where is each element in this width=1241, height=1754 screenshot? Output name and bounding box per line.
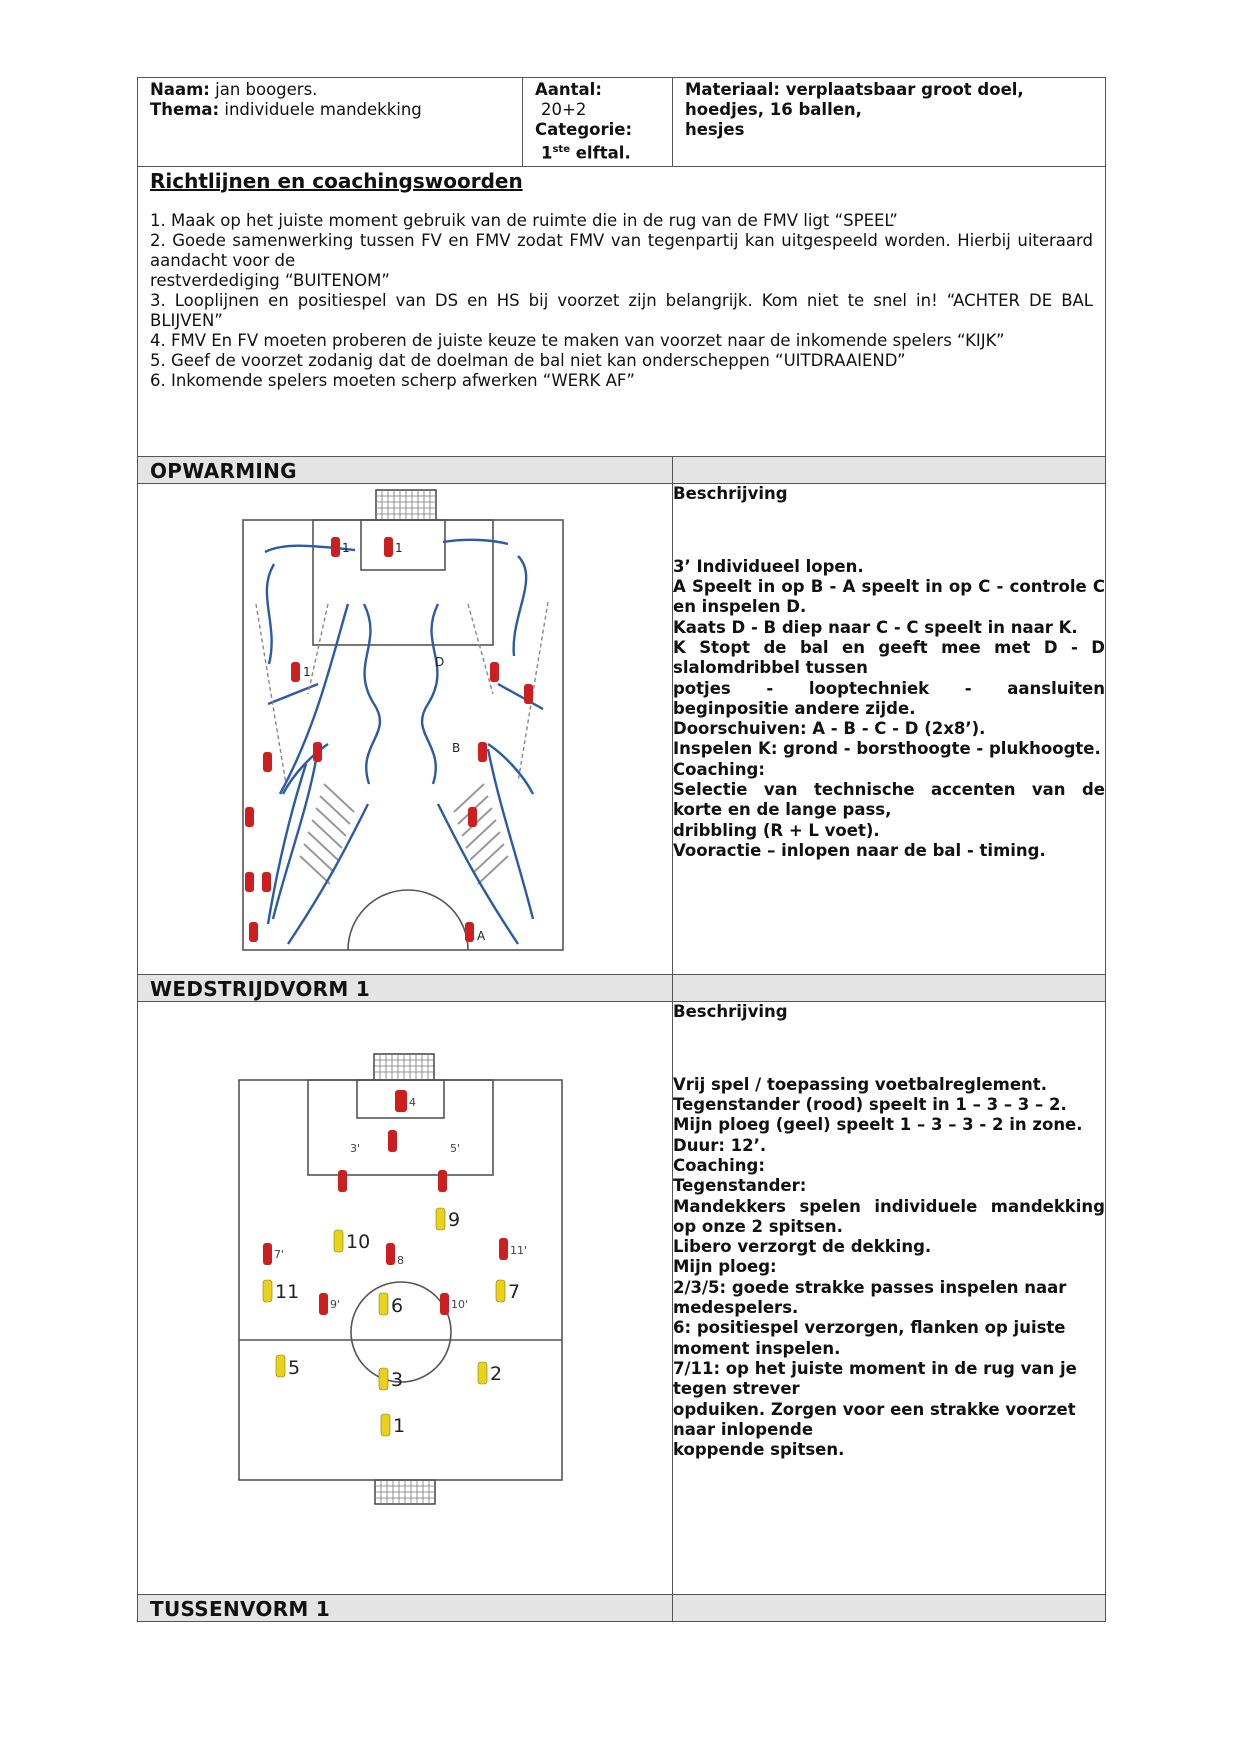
desc-line: 6: positiespel verzorgen, flanken op juiste moment inspelen. (673, 1318, 1066, 1358)
naam-label: Naam: (150, 80, 210, 99)
player-yellow (334, 1230, 343, 1252)
player-red (440, 1293, 449, 1315)
categorie-sup: ste (552, 144, 570, 155)
player-yellow (436, 1208, 445, 1230)
aantal-label: Aantal: (535, 80, 602, 99)
player-red (263, 1243, 272, 1265)
player-red (313, 742, 322, 762)
section-opwarming-label: OPWARMING (150, 458, 297, 483)
player-yellow (381, 1414, 390, 1436)
desc-line: koppende spitsen. (673, 1440, 845, 1460)
diagram-label: D (435, 654, 445, 669)
player-yellow (496, 1280, 505, 1302)
desc-line: potjes - looptechniek - aansluiten beginpositie andere zijde. (673, 678, 1105, 718)
training-sheet (137, 77, 1105, 1622)
player-label: 7' (274, 1247, 285, 1261)
desc-line: dribbling (R + L voet). (673, 820, 880, 840)
diagram-label: 1 (303, 664, 311, 679)
desc-line: A Speelt in op B - A speelt in op C - controle C en inspelen D. (673, 577, 1105, 617)
section-opwarming (138, 456, 673, 483)
player-red (499, 1238, 508, 1260)
materiaal-cell (673, 78, 1106, 167)
player-label: 11' (510, 1243, 528, 1257)
player-label: 11 (275, 1280, 300, 1303)
desc-line: Tegenstander (rood) speelt in 1 – 3 – 3 – 2. (673, 1095, 1067, 1115)
opwarming-description (673, 483, 1106, 974)
desc-line: Vooractie – inlopen naar de bal - timing. (673, 840, 1046, 860)
materiaal-line-1: Materiaal: verplaatsbaar groot doel, (685, 80, 1024, 99)
categorie-num: 1 (541, 143, 553, 163)
player-label: 7 (508, 1280, 521, 1303)
red-players (245, 537, 533, 942)
wedstrijd-desc-heading: Beschrijving (673, 1001, 788, 1021)
section-tussenvorm-label: TUSSENVORM 1 (150, 1596, 331, 1621)
player-yellow (379, 1293, 388, 1315)
player-red (331, 537, 340, 557)
guideline-item: 3. Looplijnen en positiespel van DS en HS bij voorzet zijn belangrijk. Kom niet te snel in! “ACHTER DE BAL BLIJVEN” (150, 290, 1093, 330)
player-yellow (379, 1368, 388, 1390)
desc-line: Inspelen K: grond - borsthoogte - plukhoogte. (673, 739, 1101, 759)
name-theme-cell (138, 78, 523, 167)
player-label: 6 (391, 1294, 404, 1317)
materiaal-line-2: hoedjes, 16 ballen, (685, 100, 862, 119)
desc-line: Tegenstander: (673, 1176, 807, 1196)
section-tussenvorm (138, 1594, 673, 1621)
desc-line: Selectie van technische accenten van de korte en de lange pass, (673, 780, 1105, 820)
yellow-players (263, 1208, 505, 1436)
section-tussenvorm-blank (673, 1594, 1106, 1621)
training-table (137, 77, 1106, 1622)
thema-value: individuele mandekking (219, 100, 422, 119)
player-red (384, 537, 393, 557)
desc-line: Kaats D - B diep naar C - C speelt in naar K. (673, 617, 1078, 637)
player-red (319, 1293, 328, 1315)
player-label: 1 (393, 1414, 406, 1437)
player-red (386, 1243, 395, 1265)
player-label: 8 (397, 1253, 404, 1267)
player-label: 2 (490, 1362, 503, 1385)
naam-value: jan boogers. (209, 80, 318, 99)
wedstrijd-description (673, 1001, 1106, 1594)
diagram-label: B (452, 740, 461, 755)
section-opwarming-blank (673, 456, 1106, 483)
player-yellow (276, 1355, 285, 1377)
player-red (490, 662, 499, 682)
guidelines-list (138, 193, 1105, 391)
guidelines-title: Richtlijnen en coachingswoorden (150, 168, 523, 193)
categorie-value: elftal. (570, 143, 631, 163)
player-red (245, 872, 254, 892)
player-label: 10' (451, 1297, 469, 1311)
yellow-labels (275, 1209, 520, 1437)
player-red (438, 1170, 447, 1192)
materiaal-line-3: hesjes (685, 120, 745, 139)
player-red (478, 742, 487, 762)
pass-lines (265, 539, 543, 943)
diagram-label: A (477, 928, 486, 943)
player-label: 9' (330, 1297, 341, 1311)
guideline-item: restverdediging “BUITENOM” (150, 270, 390, 290)
red-labels (274, 1096, 527, 1311)
player-label: 5' (450, 1141, 461, 1155)
goal-net-top (374, 1054, 434, 1080)
desc-line: opduiken. Zorgen voor een strakke voorzet naar inlopende (673, 1399, 1076, 1439)
diagram-label: 1 (395, 540, 403, 555)
player-yellow (263, 1280, 272, 1302)
desc-line: Mijn ploeg (geel) speelt 1 – 3 – 3 - 2 in zone. (673, 1115, 1083, 1135)
desc-line: Coaching: (673, 1155, 765, 1175)
player-red (245, 807, 254, 827)
guidelines-cell (138, 166, 1106, 456)
player-label: 9 (448, 1208, 461, 1231)
guideline-item: 5. Geef de voorzet zodanig dat de doelman de bal niet kan onderscheppen “UITDRAAIEND” (150, 350, 906, 370)
desc-line: 2/3/5: goede strakke passes inspelen naar medespelers. (673, 1277, 1067, 1318)
wedstrijd-diagram-cell (138, 1001, 673, 1594)
goal-net (376, 490, 436, 520)
player-red (388, 1130, 397, 1152)
opwarming-desc-heading: Beschrijving (673, 483, 788, 503)
opwarming-diagram (138, 484, 673, 970)
opwarming-diagram-cell (138, 483, 673, 974)
player-red (249, 922, 258, 942)
player-red (262, 872, 271, 892)
section-wedstrijdvorm-label: WEDSTRIJDVORM 1 (150, 976, 371, 1001)
diagram-labels (303, 541, 486, 943)
guideline-item: 6. Inkomende spelers moeten scherp afwerken “WERK AF” (150, 370, 635, 390)
aantal-cell (523, 78, 673, 167)
player-red (291, 662, 300, 682)
hatched-zones (300, 784, 508, 884)
player-label: 4 (409, 1095, 416, 1109)
player-red (395, 1090, 407, 1112)
desc-line: Mijn ploeg: (673, 1257, 777, 1277)
player-yellow (478, 1362, 487, 1384)
desc-line: Coaching: (673, 759, 765, 779)
guideline-item: 2. Goede samenwerking tussen FV en FMV zodat FMV van tegenpartij kan uitgespeeld worden. Hierbij uiteraard aandacht voor de (150, 230, 1093, 270)
desc-line: Mandekkers spelen individuele mandekking op onze 2 spitsen. (673, 1196, 1105, 1236)
desc-line: Libero verzorgt de dekking. (673, 1237, 932, 1257)
player-label: 10 (346, 1230, 371, 1253)
desc-line: K Stopt de bal en geeft mee met D - D slalomdribbel tussen (673, 637, 1105, 678)
player-red (263, 752, 272, 772)
desc-line: 7/11: op het juiste moment in de rug van je tegen strever (673, 1358, 1077, 1399)
aantal-value: 20+2 (541, 100, 587, 119)
thema-label: Thema: (150, 100, 220, 119)
player-red (468, 807, 477, 827)
guideline-item: 4. FMV En FV moeten proberen de juiste keuze te maken van voorzet naar de inkomende spelers “KIJK” (150, 330, 1005, 350)
guideline-item: 1. Maak op het juiste moment gebruik van de ruimte die in de rug van de FMV ligt “SPEEL” (150, 210, 898, 230)
field-lines (243, 520, 563, 950)
player-red (524, 684, 533, 704)
red-players (263, 1090, 508, 1315)
player-label: 3 (391, 1368, 404, 1391)
wedstrijd-diagram (138, 1002, 673, 1590)
desc-line: Doorschuiven: A - B - C - D (2x8’). (673, 719, 986, 739)
player-red (465, 922, 474, 942)
desc-line: Duur: 12’. (673, 1135, 767, 1155)
diagram-label: 1 (342, 540, 350, 555)
section-wedstrijdvorm (138, 974, 673, 1001)
categorie-label: Categorie: (535, 120, 633, 139)
section-wedstrijdvorm-blank (673, 974, 1106, 1001)
desc-line: Vrij spel / toepassing voetbalreglement. (673, 1074, 1047, 1094)
player-label: 3' (350, 1141, 361, 1155)
goal-net-bottom (375, 1480, 435, 1504)
desc-line: 3’ Individueel lopen. (673, 556, 864, 576)
player-label: 5 (288, 1356, 301, 1379)
player-red (338, 1170, 347, 1192)
